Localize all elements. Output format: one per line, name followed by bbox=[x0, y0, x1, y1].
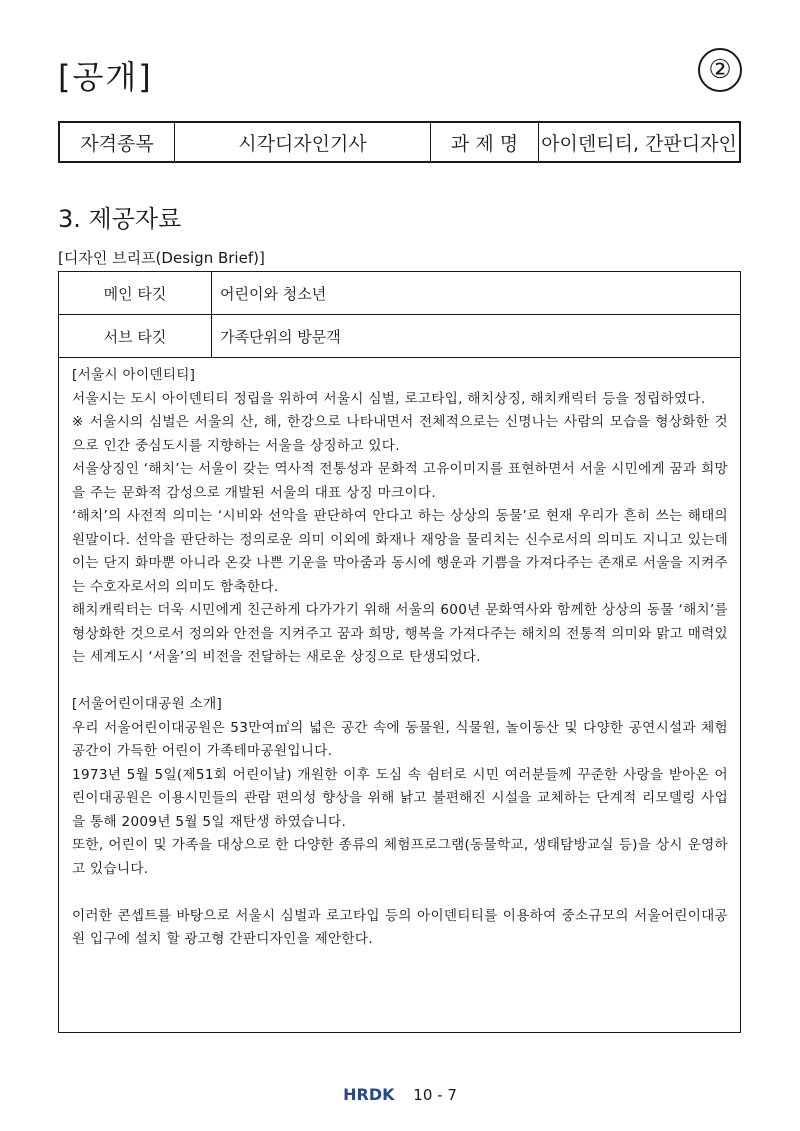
park-intro-paragraph: 우리 서울어린이대공원은 53만여㎡의 넓은 공간 속에 동물원, 식물원, 놀이동산 및 다양한 공연시설과 체험공간이 가득한 어린이 가족테마공원입니다. bbox=[72, 719, 728, 759]
main-target-label: 메인 타깃 bbox=[59, 272, 212, 314]
symbol-note-paragraph: ※ 서울시의 심벌은 서울의 산, 해, 한강으로 나타내면서 전체적으로는 신명나는 사람의 모습을 형상화한 것으로 인간 중심도시를 지향하는 서울을 상징하고 있다. bbox=[72, 414, 728, 454]
qualification-label: 자격종목 bbox=[60, 123, 175, 161]
main-target-value: 어린이와 청소년 bbox=[220, 284, 327, 303]
design-brief-box bbox=[58, 271, 741, 1033]
page-circle-number: ② bbox=[698, 48, 742, 92]
exam-info-table bbox=[58, 121, 741, 163]
park-history-paragraph: 1973년 5월 5일(제51회 어린이날) 개원한 이후 도심 속 쉼터로 시민 여러분들께 꾸준한 사랑을 받아온 어린이대공원은 이용시민들의 관람 편의성 향상을 위해 낡고 불편해진 시설을 교체하는 단계적 리모델링 사업을 통해 2009년 5월 5일 재탄생 하였습니다. bbox=[72, 766, 728, 830]
task-name-label: 과 제 명 bbox=[431, 123, 539, 161]
park-heading: [서울어린이대공원 소개] bbox=[72, 696, 223, 712]
identity-heading: [서울시 아이덴티티] bbox=[72, 367, 196, 383]
sub-target-row bbox=[59, 315, 740, 358]
qualification-value: 시각디자인기사 bbox=[175, 123, 431, 161]
page-footer bbox=[0, 1085, 800, 1104]
haechi-meaning-paragraph: ‘해치’의 사전적 의미는 ‘시비와 선악을 판단하여 안다고 하는 상상의 동물’로 현재 우리가 흔히 쓰는 해태의 원말이다. 선악을 판단하는 정의로운 의미 이외에 화재나 재앙을 물리치는 신수로서의 의미도 지니고 있는데 이는 단지 화마뿐 아니라 온갖 나쁜 기운을 막아줌과 동시에 행운과 기쁨을 가져다주는 존재로 서울을 지켜주는 수호자로서의 의미도 함축한다. bbox=[72, 508, 728, 595]
haechi-symbol-paragraph: 서울상징인 ‘해치’는 서울이 갖는 역사적 전통성과 문화적 고유이미지를 표현하면서 서울 시민에게 꿈과 희망을 주는 문화적 감성으로 개발된 서울의 대표 상징 마크이다. bbox=[72, 461, 728, 501]
main-target-row bbox=[59, 272, 740, 315]
sub-target-label: 서브 타깃 bbox=[59, 315, 212, 357]
identity-paragraph: 서울시는 도시 아이덴티티 정립을 위하여 서울시 심벌, 로고타입, 해치상징, 해치캐릭터 등을 정립하였다. bbox=[72, 390, 706, 407]
section-title: 3. 제공자료 bbox=[58, 205, 182, 233]
park-program-paragraph: 또한, 어린이 및 가족을 대상으로 한 다양한 종류의 체험프로그램(동물학교, 생태탐방교실 등)을 상시 운영하고 있습니다. bbox=[72, 837, 728, 877]
design-brief-label: [디자인 브리프(Design Brief)] bbox=[58, 249, 265, 267]
brief-body bbox=[59, 358, 740, 952]
task-name-value: 아이덴티티, 간판디자인 bbox=[541, 132, 737, 155]
conclusion-paragraph: 이러한 콘셉트를 바탕으로 서울시 심벌과 로고타입 등의 아이덴티티를 이용하여 중소규모의 서울어린이대공원 입구에 설치 할 광고형 간판디자인을 제안한다. bbox=[72, 907, 728, 947]
document-classification-label: [공개] bbox=[58, 58, 153, 96]
footer-page-number: 10 - 7 bbox=[413, 1086, 457, 1104]
haechi-character-paragraph: 해치캐릭터는 더욱 시민에게 친근하게 다가가기 위해 서울의 600년 문화역사와 함께한 상상의 동물 ‘해치’를 형상화한 것으로서 정의와 안전을 지켜주고 꿈과 희망, 행복을 가져다주는 해치의 전통적 의미와 맑고 매력있는 세계도시 ‘서울’의 비전을 전달하는 새로운 상징으로 탄생되었다. bbox=[72, 602, 728, 665]
sub-target-value: 가족단위의 방문객 bbox=[220, 327, 341, 346]
hrdk-logo: HRDK bbox=[343, 1085, 395, 1104]
